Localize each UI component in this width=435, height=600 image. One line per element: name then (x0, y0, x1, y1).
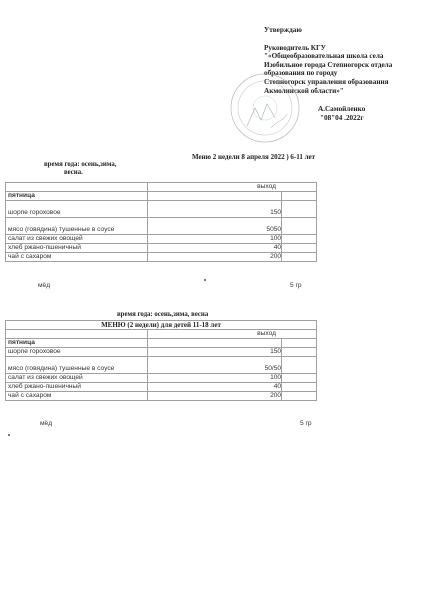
approval-line: образования по городу (264, 69, 338, 78)
approval-line: "«Общеобразовательная школа села (264, 52, 384, 61)
table-row: хлеб ржано-пшеничный 40 (6, 383, 317, 392)
day-row: пятница (6, 192, 317, 201)
table-row: мясо (говядина) тушенные в соусе 5050 (6, 218, 317, 235)
day-row: пятница (6, 339, 317, 348)
season-label: время года: осень,зима, весна (117, 311, 209, 318)
scan-speck (204, 279, 206, 281)
output-header: выход (147, 183, 316, 192)
table-header-row (6, 330, 317, 339)
approval-line: Руководитель КГУ (264, 43, 326, 52)
honey-value: 5 гр (300, 420, 312, 427)
approval-line: Степногорск управления образования (264, 77, 389, 86)
table-title-row (6, 321, 317, 330)
menu-table-6-11 (5, 182, 317, 262)
official-stamp (225, 68, 305, 148)
signatory-name: А.Самойленко (318, 105, 366, 114)
menu-table-11-18 (5, 320, 317, 401)
approval-line: Акмолинской области»" (264, 86, 344, 95)
approval-date: "08"04 .2022г (320, 113, 364, 122)
table-row: чай с сахаром 200 (6, 253, 317, 262)
output-header: выход (147, 330, 316, 339)
table-row: салат из свежих овощей 100 (6, 235, 317, 244)
honey-label: мёд (38, 282, 51, 289)
table-row: мясо (говядина) тушенные в соусе 50/50 (6, 357, 317, 374)
honey-label: мёд (40, 420, 53, 427)
table-row: чай с сахаром 200 (6, 392, 317, 401)
season-label: время года: осень,зима, весна. (44, 161, 117, 176)
table-row: хлеб ржано-пшеничный 40 (6, 244, 317, 253)
menu-title: Меню 2 недели 8 апреля 2022 ) 6-11 лет (192, 153, 316, 161)
scan-speck (8, 434, 10, 436)
approval-line: Изобильное города Степногорск отдела (264, 60, 393, 69)
table-title: МЕНЮ (2 недели) для детей 11-18 лет (6, 321, 317, 330)
table-header-row (6, 183, 317, 192)
honey-value: 5 гр (290, 282, 302, 289)
table-row: шорпе гороховое 150 (6, 201, 317, 218)
table-row: салат из свежих овощей 100 (6, 374, 317, 383)
table-row: шорпе гороховое 150 (6, 348, 317, 357)
approval-line: Утверждаю (264, 26, 302, 34)
